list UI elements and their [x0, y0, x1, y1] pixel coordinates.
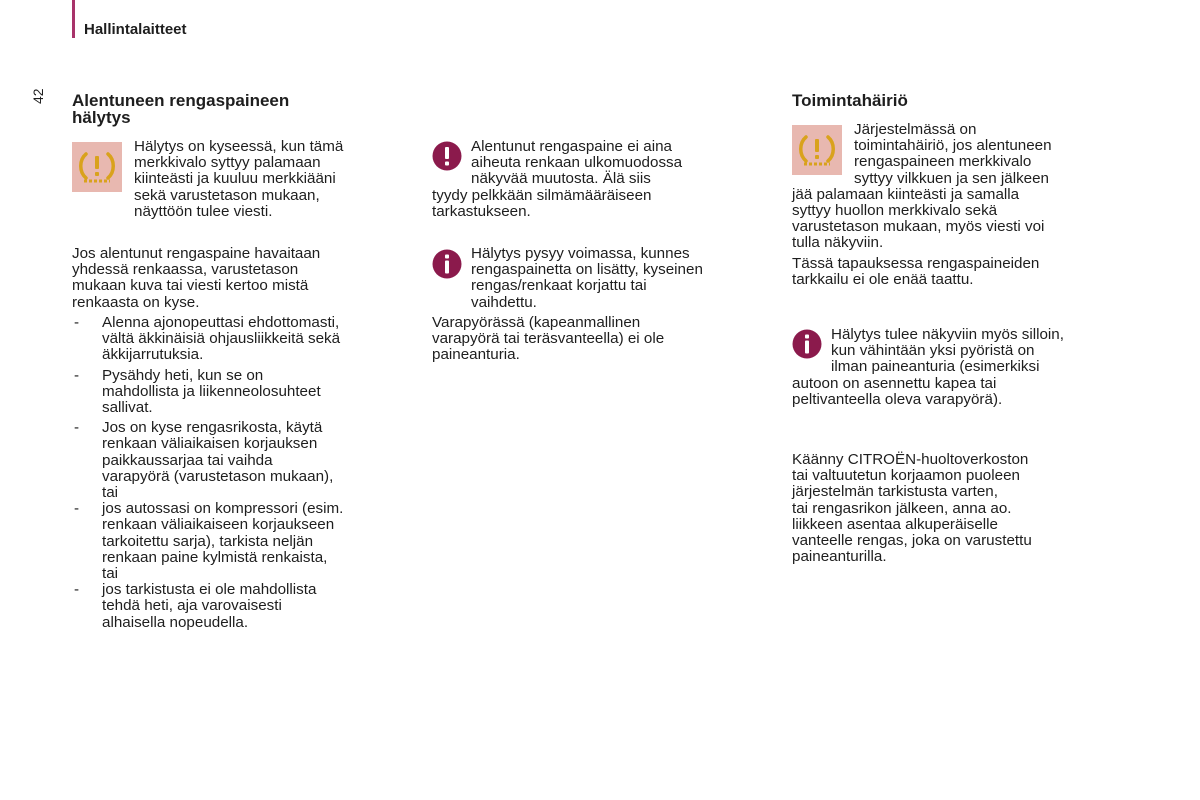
malfunction-description: Järjestelmässä on toimintahäiriö, jos alentuneen rengaspaineen merkkivalo syttyy vilkkuen ja sen jälkeen jää palamaan kiinteästi ja samalla syttyy huollon merkkivalo sekä varustetason mukaan, myös viesti voi tulla näkyviin.	[792, 121, 1052, 252]
spare-wheel-paragraph: Varapyörässä (kapeanmallinen varapyörä tai teräsvanteella) ei ole paineanturia.	[432, 314, 665, 364]
service-paragraph: Käänny CITROËN-huoltoverkoston tai valtuutetun korjaamon puoleen järjestelmän tarkistusta varten, tai rengasrikon jälkeen, anna ao. liikkeen asentaa alkuperäiselle vanteelle rengas, joka on varustettu paineanturilla.	[792, 451, 1032, 566]
header-accent-rule	[72, 0, 75, 38]
note-sensorless-wheel: Hälytys tulee näkyviin myös silloin, kun vähintään yksi pyöristä on ilman paineanturia (esimerkiksi autoon on asennettu kapea tai peltivanteella oleva varapyörä).	[792, 326, 1064, 408]
or-separator: tai	[102, 484, 119, 502]
list-item: - jos tarkistusta ei ole mahdollista tehdä heti, aja varovaisesti alhaisella nopeudella.	[74, 581, 317, 631]
monitoring-paragraph: Tässä tapauksessa rengaspaineiden tarkkailu ei ole enää taattu.	[792, 255, 1040, 289]
or-separator: tai	[102, 565, 119, 583]
list-item: - Jos on kyse rengasrikosta, käytä renkaan väliaikaisen korjauksen paikkaussarjaa tai vaihda varapyörä (varustetason mukaan),	[74, 419, 334, 485]
list-item: - Alenna ajonopeuttasi ehdottomasti, vältä äkkinäisiä ohjausliikkeitä sekä äkkijarrutuksia.	[74, 314, 341, 364]
note-visual-check: Alentunut rengaspaine ei aina aiheuta renkaan ulkomuodossa näkyvää muutosta. Älä siis tyydy pelkkään silmämääräiseen tarkastukseen.	[432, 138, 683, 220]
note-alert-persists: Hälytys pysyy voimassa, kunnes rengaspainetta on lisätty, kyseinen rengas/renkaat korjattu tai vaihdettu.	[471, 245, 703, 311]
alert-description: Hälytys on kyseessä, kun tämä merkkivalo syttyy palamaan kiinteästi ja kuuluu merkkiääni sekä varustetason mukaan, näyttöön tulee viesti.	[134, 138, 344, 220]
detection-paragraph: Jos alentunut rengaspaine havaitaan yhdessä renkaassa, varustetason mukaan kuva tai viesti kertoo mistä renkaasta on kyse.	[72, 245, 321, 311]
list-item: - jos autossasi on kompressori (esim. renkaan väliaikaiseen korjaukseen tarkoitettu sarja), tarkista neljän renkaan paine kylmistä renkaista,	[74, 500, 344, 566]
tyre-pressure-warning-icon	[72, 142, 122, 192]
tyre-pressure-glyph	[77, 150, 117, 184]
info-icon	[432, 249, 462, 279]
heading-malfunction: Toimintahäiriö	[792, 91, 908, 110]
heading-low-pressure-alert: Alentuneen rengaspaineen hälytys	[72, 91, 290, 127]
instructions-list	[72, 315, 417, 631]
list-item: - Pysähdy heti, kun se on mahdollista ja liikenneolosuhteet sallivat.	[74, 366, 321, 417]
page-number: 42	[30, 88, 46, 104]
section-title: Hallintalaitteet	[84, 21, 187, 38]
